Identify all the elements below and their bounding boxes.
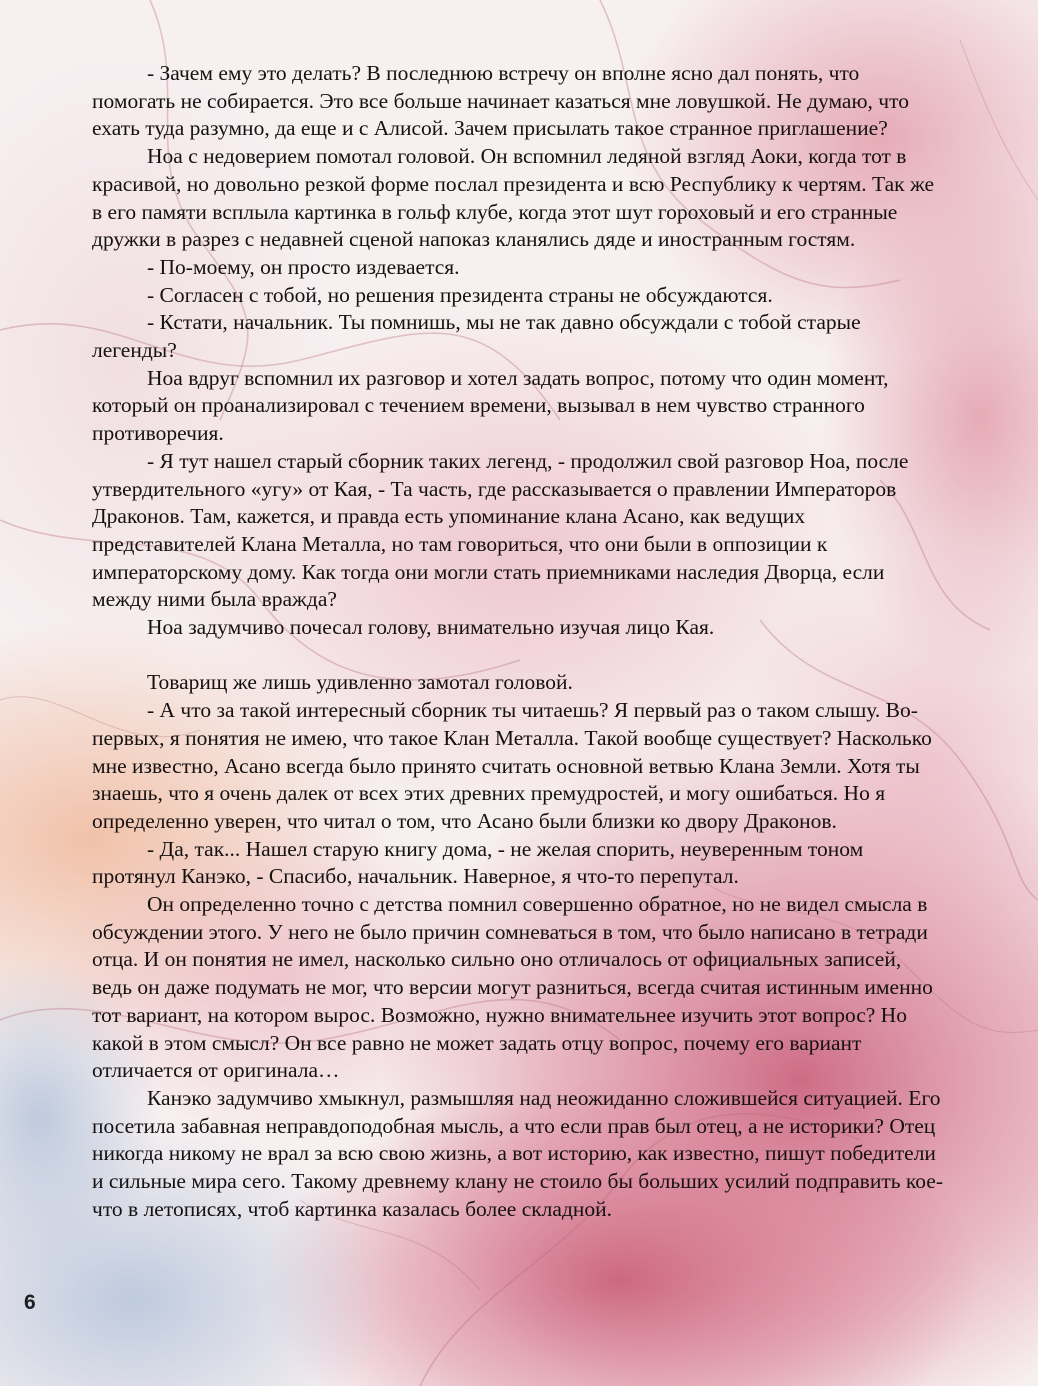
paragraph: - Я тут нашел старый сборник таких легенд, - продолжил свой разговор Ноа, после утвердительного «угу» от Кая, - Та часть, где рассказывается о правлении Императоров Драконов. Там, кажется, и правда есть упоминание клана Асано, как ведущих представителей Клана Металла, но там говориться, что они были в оппозиции к императорскому дому. Как тогда они могли стать приемниками наследия Дворца, если между ними была вражда? (92, 448, 909, 612)
paragraph: Ноа с недоверием помотал головой. Он вспомнил ледяной взгляд Аоки, когда тот в красивой, но довольно резкой форме послал президента и всю Республику к чертям. Так же в его памяти всплыла картинка в гольф клубе, когда этот шут гороховый и его странные дружки в разрез с недавней сценой напоказ кланялись дяде и иностранным гостям. (92, 144, 935, 252)
paragraph: Товарищ же лишь удивленно замотал головой. (147, 670, 573, 695)
paragraph: - Да, так... Нашел старую книгу дома, - не желая спорить, неуверенным тоном протянул Канэко, - Спасибо, начальник. Наверное, я что-то перепутал. (92, 836, 864, 889)
paragraph: - По-моему, он просто издевается. (147, 254, 460, 279)
paragraph: Ноа вдруг вспомнил их разговор и хотел задать вопрос, потому что один момент, который он проанализировал с течением времени, вызывал в нем чувство странного противоречия. (92, 365, 889, 446)
page-body (92, 60, 944, 1224)
paragraph: - А что за такой интересный сборник ты читаешь? Я первый раз о таком слышу. Во-первых, я понятия не имею, что такое Клан Металла. Такой вообще существует? Насколько мне известно, Асано всегда было принято считать основной ветвью Клана Земли. Хотя ты знаешь, что я очень далек от всех этих древних премудростей, и могу ошибаться. Но я определенно уверен, что читал о том, что Асано были близки ко двору Драконов. (92, 698, 932, 833)
paragraph: Ноа задумчиво почесал голову, внимательно изучая лицо Кая. (147, 615, 715, 640)
page-number: 6 (24, 1291, 36, 1314)
paragraph: - Кстати, начальник. Ты помнишь, мы не так давно обсуждали с тобой старые легенды? (92, 310, 861, 363)
paragraph: Канэко задумчиво хмыкнул, размышляя над неожиданно сложившейся ситуацией. Его посетила забавная неправдоподобная мысль, а что если прав был отец, а не историки? Отец никогда никому не врал за всю свою жизнь, а вот историю, как известно, пишут победители и сильные мира сего. Такому древнему клану не стоило бы больших усилий подправить кое-что в летописях, чтоб картинка казалась более складной. (92, 1086, 943, 1221)
paragraph: - Зачем ему это делать? В последнюю встречу он вполне ясно дал понять, что помогать не собирается. Это все больше начинает казаться мне ловушкой. Не думаю, что ехать туда разумно, да еще и с Алисой. Зачем присылать такое странное приглашение? (92, 61, 909, 141)
paragraph: Он определенно точно с детства помнил совершенно обратное, но не видел смысла в обсуждении этого. У него не было причин сомневаться в том, что было написано в тетради отца. И он понятия не имел, насколько сильно оно отличалось от официальных записей, ведь он даже подумать не мог, что версии могут разниться, всегда считая истинным именно тот вариант, на котором вырос. Возможно, нужно внимательнее изучить этот вопрос? Но какой в этом смысл? Он все равно не может задать отцу вопрос, почему его вариант отличается от оригинала… (92, 892, 933, 1083)
paragraph: - Согласен с тобой, но решения президента страны не обсуждаются. (147, 282, 773, 307)
